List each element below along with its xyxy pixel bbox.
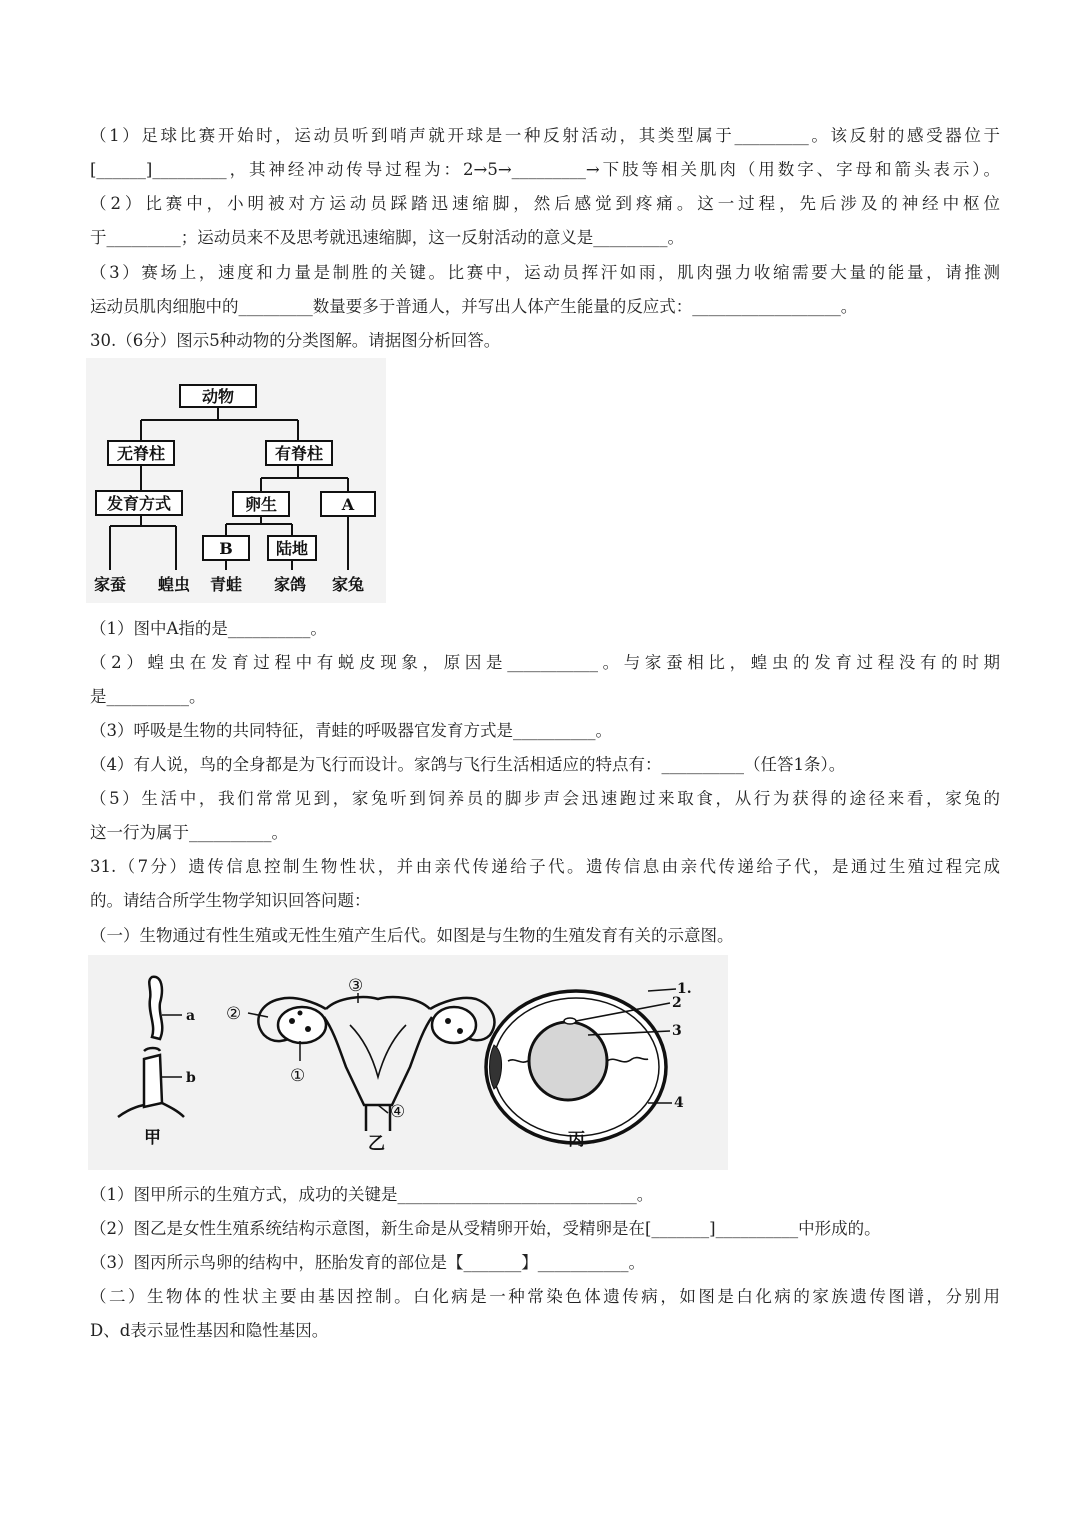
- egg-label-4: 4: [674, 1095, 684, 1111]
- q29-part2-line2: 于_________；运动员来不及思考就迅速缩脚，这一反射活动的意义是_________。: [90, 228, 684, 247]
- q30-title: 30.（6分）图示5种动物的分类图解。请据图分析回答。: [90, 331, 501, 350]
- q30-sub2-line2: 是__________。: [90, 687, 206, 706]
- tree-rabbit-label: 家兔: [331, 575, 365, 594]
- figure-jia-label: 甲: [144, 1128, 161, 1148]
- egg-label-1: 1.: [677, 981, 692, 997]
- reproduction-figures: [88, 955, 728, 1170]
- bird-egg-figure: [486, 991, 666, 1143]
- q29-part1-line2: [______]_________，其神经冲动传导过程为：2→5→_________→下肢等相关肌肉（用数字、字母和箭头表示）。: [90, 160, 1000, 179]
- ovary-label-1: ①: [290, 1066, 306, 1086]
- animal-classification-diagram: [86, 358, 386, 603]
- graft-label-a: a: [186, 1008, 196, 1024]
- oviduct-label-2: ②: [226, 1004, 242, 1024]
- tree-pigeon-label: 家鸽: [273, 575, 307, 594]
- vagina-label-4: ④: [390, 1102, 406, 1122]
- tree-frog-label: 青蛙: [209, 575, 243, 594]
- q30-sub3: （3）呼吸是生物的共同特征，青蛙的呼吸器官发育方式是__________。: [90, 721, 612, 740]
- q31-part2-line1: （二）生物体的性状主要由基因控制。白化病是一种常染色体遗传病，如图是白化病的家族遗传图谱，分别用: [90, 1287, 1000, 1306]
- q29-part3-line1: （3）赛场上，速度和力量是制胜的关键。比赛中，运动员挥汗如雨，肌肉强力收缩需要大量的能量，请推测: [90, 263, 1000, 282]
- tree-land-label: 陆地: [275, 539, 309, 558]
- q30-sub1: （1）图中A指的是__________。: [90, 619, 327, 638]
- q29-part3-line2: 运动员肌肉细胞中的_________数量要多于普通人，并写出人体产生能量的反应式：__________________。: [90, 297, 858, 316]
- q31-sub1: （1）图甲所示的生殖方式，成功的关键是_____________________________。: [90, 1185, 654, 1204]
- q31-sub2: （2）图乙是女性生殖系统结构示意图，新生命是从受精卵开始，受精卵是在[_______]__________中形成的。: [90, 1219, 881, 1238]
- tree-invertebrate-label: 无脊柱: [116, 444, 166, 463]
- q29-part2-line1: （2）比赛中，小明被对方运动员踩踏迅速缩脚，然后感觉到疼痛。这一过程，先后涉及的神经中枢位: [90, 194, 1000, 213]
- q31-sub3: （3）图丙所示鸟卵的结构中，胚胎发育的部位是【_______】___________。: [90, 1253, 645, 1272]
- tree-locust-label: 蝗虫: [157, 575, 191, 594]
- q30-sub5-line1: （5）生活中，我们常常见到，家兔听到饲养员的脚步声会迅速跑过来取食，从行为获得的途径来看，家兔的: [90, 789, 1000, 808]
- q31-part1-intro: （一）生物通过有性生殖或无性生殖产生后代。如图是与生物的生殖发育有关的示意图。: [90, 926, 734, 945]
- tree-development-label: 发育方式: [106, 494, 172, 513]
- q31-part2-line2: D、d表示显性基因和隐性基因。: [90, 1321, 329, 1340]
- tree-root-label: 动物: [201, 387, 235, 406]
- uterus-label-3: ③: [348, 976, 364, 996]
- q31-title-line1: 31.（7分）遗传信息控制生物性状，并由亲代传递给子代。遗传信息由亲代传递给子代，是通过生殖过程完成: [90, 857, 1000, 876]
- tree-oviparous-label: 卵生: [244, 495, 278, 514]
- figure-yi-label: 乙: [368, 1134, 385, 1154]
- figure-bing-label: 丙: [568, 1130, 585, 1150]
- tree-b-label: B: [219, 539, 233, 558]
- graft-label-b: b: [186, 1070, 196, 1086]
- tree-vertebrate-label: 有脊柱: [274, 444, 324, 463]
- q31-title-line2: 的。请结合所学生物学知识回答问题：: [90, 891, 371, 910]
- q29-part1-line1: （1）足球比赛开始时，运动员听到哨声就开球是一种反射活动，其类型属于_________。该反射的感受器位于: [90, 126, 1000, 145]
- egg-label-3: 3: [672, 1023, 682, 1039]
- tree-a-label: A: [341, 495, 355, 514]
- q30-sub2-line1: （2）蝗虫在发育过程中有蜕皮现象，原因是___________。与家蚕相比，蝗虫的发育过程没有的时期: [90, 653, 1000, 672]
- q30-sub4: （4）有人说，鸟的全身都是为飞行而设计。家鸽与飞行生活相适应的特点有：__________（任答1条）。: [90, 755, 846, 774]
- tree-silkworm-label: 家蚕: [93, 575, 127, 594]
- q30-sub5-line2: 这一行为属于__________。: [90, 823, 288, 842]
- egg-label-2: 2: [672, 995, 682, 1011]
